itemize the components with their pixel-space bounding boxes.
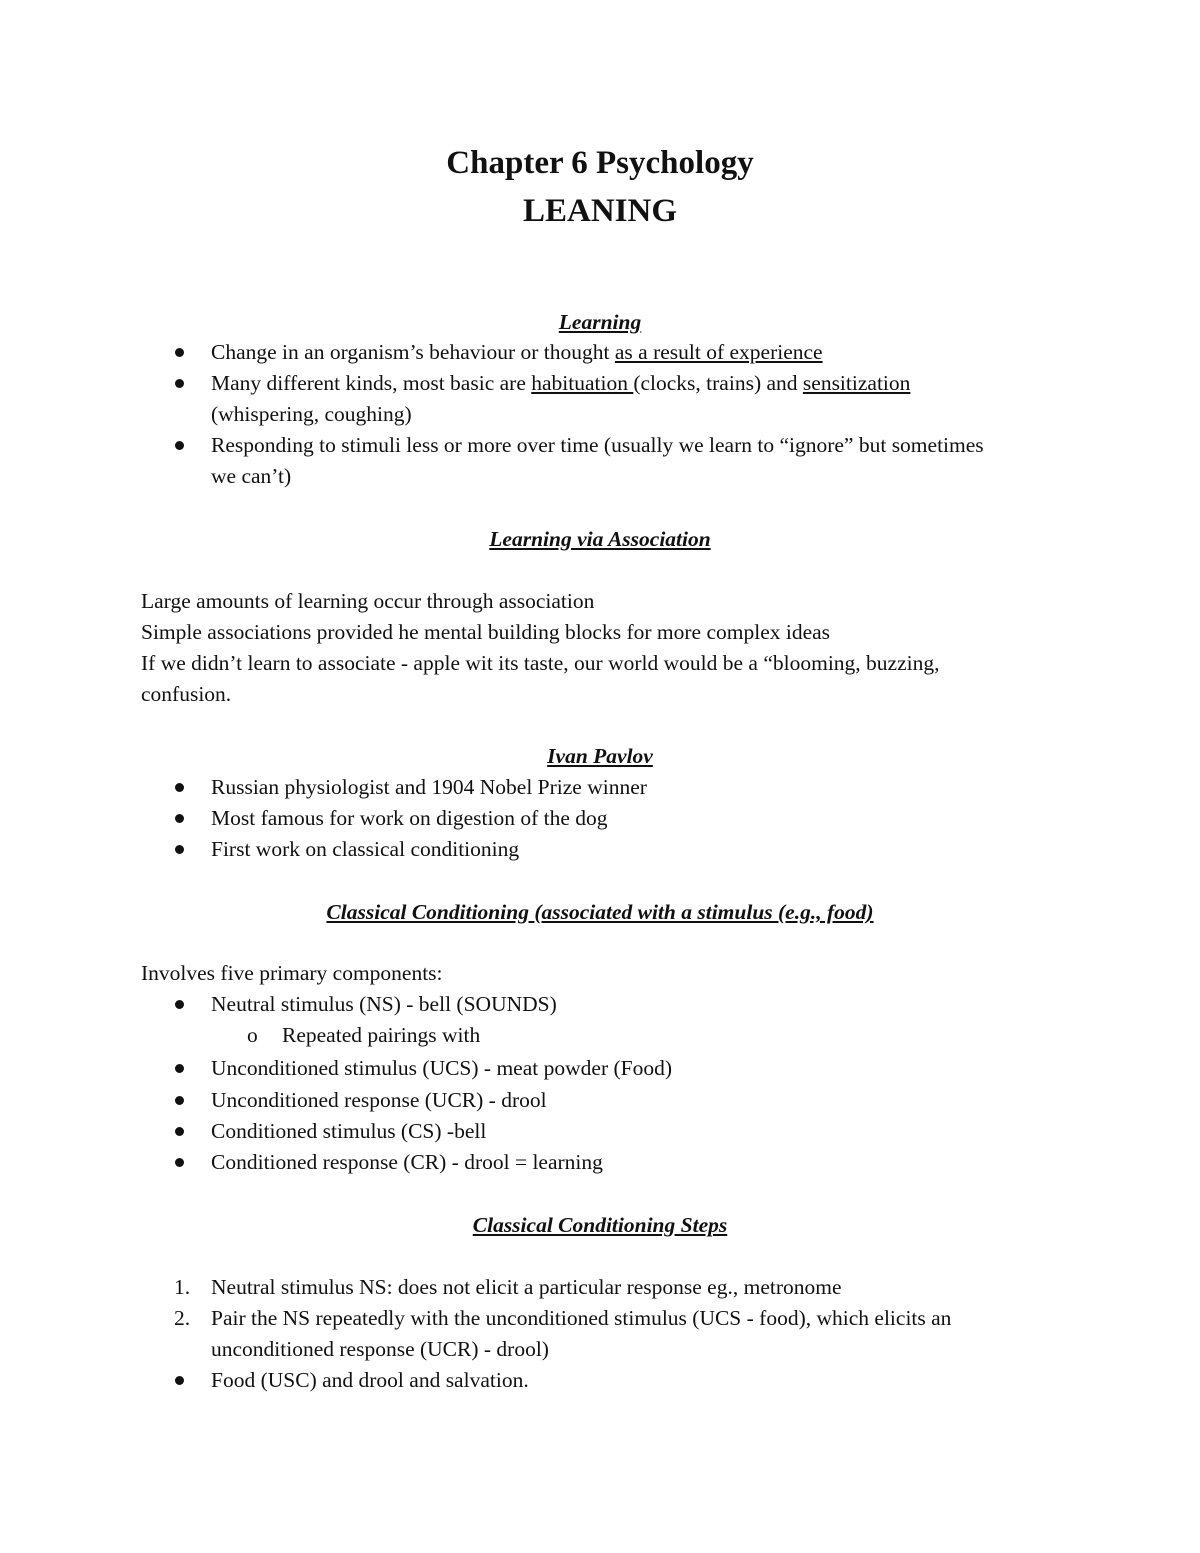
bullet-icon bbox=[175, 845, 184, 854]
list-item-text: Many different kinds, most basic are bbox=[211, 371, 532, 395]
list-item: Conditioned response (CR) - drool = learning bbox=[211, 1150, 603, 1174]
bullet-icon bbox=[175, 1064, 184, 1073]
bullet-icon bbox=[175, 1158, 184, 1167]
bullet-icon bbox=[175, 348, 184, 357]
step-item: Pair the NS repeatedly with the unconditioned stimulus (UCS - food), which elicits an bbox=[211, 1306, 952, 1330]
list-item: Most famous for work on digestion of the dog bbox=[211, 806, 608, 830]
underlined-term-habituation: habituation bbox=[531, 371, 634, 395]
bullet-icon bbox=[175, 1127, 184, 1136]
list-item: Neutral stimulus (NS) - bell (SOUNDS) bbox=[211, 992, 557, 1016]
sub-list-item: Repeated pairings with bbox=[282, 1023, 481, 1047]
list-item: First work on classical conditioning bbox=[211, 837, 520, 861]
underlined-term-sensitization: sensitization bbox=[802, 371, 911, 395]
bullet-icon bbox=[175, 1376, 184, 1385]
list-item: Food (USC) and drool and salvation. bbox=[211, 1368, 529, 1392]
step-item-continuation: unconditioned response (UCR) - drool) bbox=[211, 1337, 549, 1361]
list-item-continuation: we can’t) bbox=[211, 464, 292, 488]
list-item: Responding to stimuli less or more over time (usually we learn to “ignore” but sometimes bbox=[211, 433, 984, 457]
paragraph-line: Large amounts of learning occur through association bbox=[141, 589, 595, 613]
page-subtitle: LEANING bbox=[522, 193, 678, 229]
paragraph-line: Simple associations provided he mental building blocks for more complex ideas bbox=[141, 620, 831, 644]
list-item-text: Change in an organism’s behaviour or thought bbox=[211, 340, 615, 364]
list-item-text: (clocks, trains) and bbox=[633, 371, 803, 395]
section-heading-classical-conditioning: Classical Conditioning (associated with a stimulus (e.g., food) bbox=[326, 900, 874, 924]
section-heading-association: Learning via Association bbox=[489, 527, 711, 551]
section-heading-steps: Classical Conditioning Steps bbox=[472, 1213, 728, 1237]
list-item: Unconditioned stimulus (UCS) - meat powder (Food) bbox=[211, 1056, 673, 1080]
sub-bullet-marker: o bbox=[247, 1023, 258, 1047]
bullet-icon bbox=[175, 1000, 184, 1009]
step-item: Neutral stimulus NS: does not elicit a particular response eg., metronome bbox=[211, 1275, 842, 1299]
bullet-icon bbox=[175, 783, 184, 792]
bullet-icon bbox=[175, 379, 184, 388]
list-item bbox=[211, 342, 823, 364]
underlined-phrase: as a result of experience bbox=[614, 340, 823, 364]
list-item bbox=[211, 373, 910, 395]
step-number: 1. bbox=[174, 1275, 191, 1299]
list-item: Unconditioned response (UCR) - drool bbox=[211, 1088, 547, 1112]
bullet-icon bbox=[175, 1096, 184, 1105]
paragraph-line: If we didn’t learn to associate - apple wit its taste, our world would be a “blooming, buzzing, bbox=[141, 651, 940, 675]
page-title: Chapter 6 Psychology bbox=[446, 145, 754, 181]
list-item: Conditioned stimulus (CS) -bell bbox=[211, 1119, 487, 1143]
list-item-continuation: (whispering, coughing) bbox=[211, 402, 412, 426]
bullet-icon bbox=[175, 814, 184, 823]
section-heading-pavlov: Ivan Pavlov bbox=[547, 744, 653, 768]
list-item: Russian physiologist and 1904 Nobel Prize winner bbox=[211, 775, 647, 799]
bullet-icon bbox=[175, 441, 184, 450]
paragraph-line: Involves five primary components: bbox=[141, 961, 443, 985]
section-heading-learning: Learning bbox=[558, 310, 642, 334]
step-number: 2. bbox=[174, 1306, 191, 1330]
paragraph-line: confusion. bbox=[141, 682, 232, 706]
